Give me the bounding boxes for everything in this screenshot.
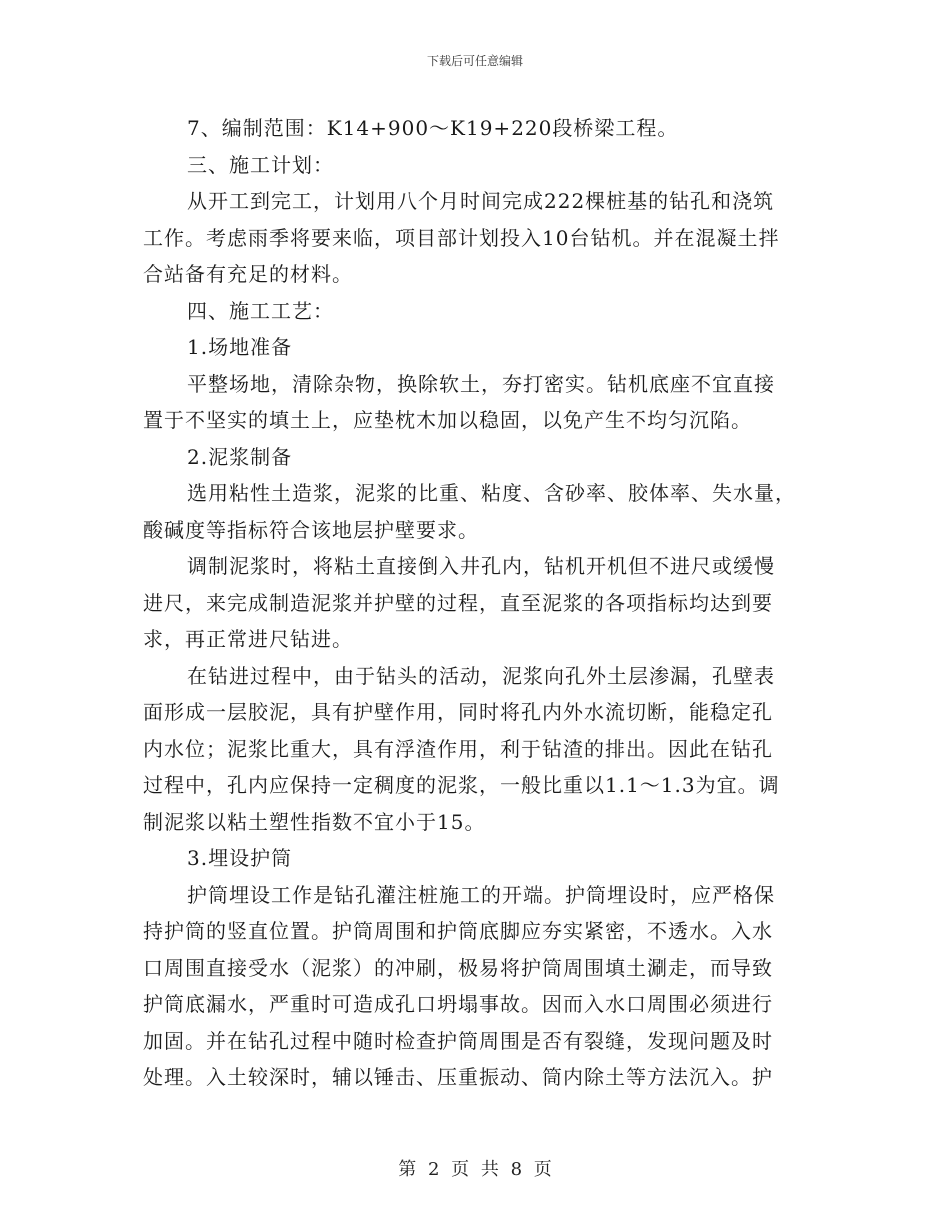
text-line: 加固。并在钻孔过程中随时检查护筒周围是否有裂缝，发现问题及时 [143, 1028, 773, 1053]
text-line: 四、施工工艺： [187, 298, 334, 323]
text-line: 处理。入土较深时，辅以锤击、压重振动、筒内除土等方法沉入。护 [143, 1065, 773, 1089]
text-line: 3.埋设护筒 [187, 846, 293, 870]
text-line: 1.场地准备 [187, 335, 293, 359]
text-line: 三、施工计划： [187, 152, 334, 177]
text-line: 酸碱度等指标符合该地层护壁要求。 [143, 517, 479, 542]
text-line: 内水位；泥浆比重大，具有浮渣作用，利于钻渣的排出。因此在钻孔 [143, 736, 773, 761]
text-line: 在钻进过程中，由于钻头的活动，泥浆向孔外土层渗漏，孔壁表 [187, 663, 775, 688]
text-line: 求，再正常进尺钻进。 [143, 627, 353, 651]
page-footer: 第 2 页 共 8 页 [398, 1159, 552, 1180]
text-line: 面形成一层胶泥，具有护壁作用，同时将孔内外水流切断，能稳定孔 [143, 700, 773, 724]
text-line: 平整场地，清除杂物，换除软土，夯打密实。钻机底座不宜直接 [187, 371, 775, 396]
text-line: 持护筒的竖直位置。护筒周围和护筒底脚应夯实紧密，不透水。入水 [143, 919, 773, 943]
text-line: 过程中，孔内应保持一定稠度的泥浆，一般比重以1.1～1.3为宜。调 [143, 773, 780, 797]
text-line: 工作。考虑雨季将要来临，项目部计划投入10台钻机。并在混凝土拌 [143, 225, 780, 250]
page-header: 下载后可任意编辑 [426, 54, 523, 68]
text-line: 从开工到完工，计划用八个月时间完成222棵桩基的钻孔和浇筑 [187, 189, 775, 213]
text-line: 选用粘性土造浆，泥浆的比重、粘度、含砂率、胶体率、失水量， [187, 481, 796, 505]
text-line: 护筒底漏水，严重时可造成孔口坍塌事故。因而入水口周围必须进行 [143, 992, 773, 1016]
text-line: 制泥浆以粘土塑性指数不宜小于15。 [143, 809, 486, 834]
text-line: 口周围直接受水（泥浆）的冲刷，极易将护筒周围填土涮走，而导致 [143, 955, 773, 980]
document-body [143, 110, 808, 1096]
text-line: 置于不坚实的填土上，应垫枕木加以稳固，以免产生不均匀沉陷。 [143, 408, 752, 432]
text-line: 合站备有充足的材料。 [143, 262, 353, 286]
text-line: 7、编制范围：K14+900～K19+220段桥梁工程。 [187, 116, 679, 140]
text-line: 进尺，来完成制造泥浆并护壁的过程，直至泥浆的各项指标均达到要 [143, 590, 773, 615]
text-line: 2.泥浆制备 [187, 444, 293, 469]
text-line: 调制泥浆时，将粘土直接倒入井孔内，钻机开机但不进尺或缓慢 [187, 554, 775, 578]
text-line: 护筒埋设工作是钻孔灌注桩施工的开端。护筒埋设时，应严格保 [187, 882, 775, 907]
